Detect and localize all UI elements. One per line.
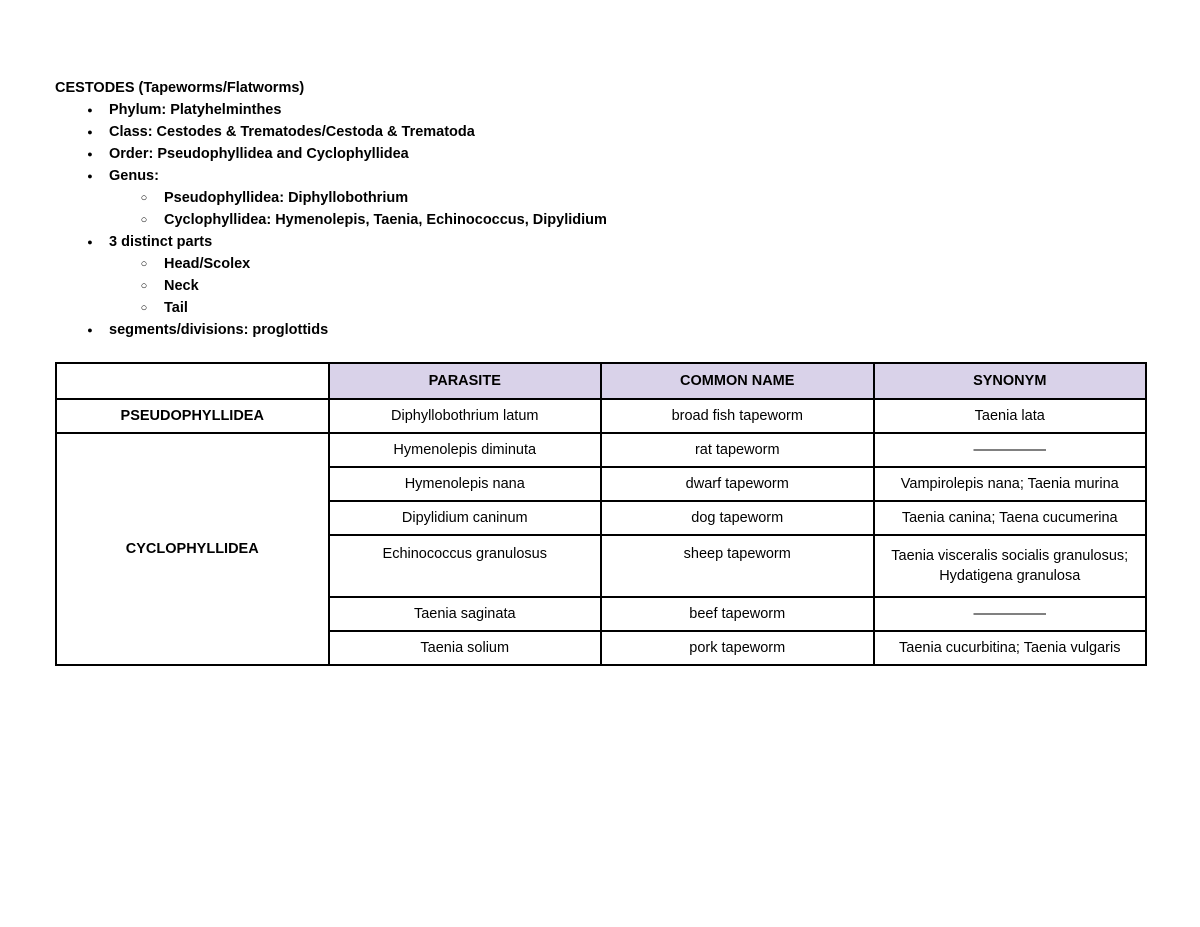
common-name-cell: pork tapeworm: [601, 631, 874, 665]
header-cell-parasite: PARASITE: [329, 363, 602, 399]
common-name-cell: rat tapeworm: [601, 433, 874, 467]
sub-bullet-list: [109, 253, 1147, 319]
sub-bullet-text: Head/Scolex: [164, 256, 251, 272]
bullet-text: 3 distinct parts: [109, 234, 213, 250]
list-item: [55, 319, 1147, 341]
bullet-list: [55, 99, 1147, 341]
list-item: [55, 231, 1147, 319]
parasite-cell: Hymenolepis nana: [329, 467, 602, 501]
sub-bullet-text: Pseudophyllidea: Diphyllobothrium: [164, 190, 409, 206]
parasite-cell: Echinococcus granulosus: [329, 535, 602, 597]
bullet-text: Order: Pseudophyllidea and Cyclophyllidea: [109, 146, 409, 162]
parasite-cell: Taenia saginata: [329, 597, 602, 631]
bullet-text: segments/divisions: proglottids: [109, 322, 329, 338]
filled-circle-bullet-icon: ●: [87, 325, 93, 335]
list-item: [55, 143, 1147, 165]
table-header-row: [56, 363, 1146, 399]
hollow-circle-bullet-icon: ○: [140, 258, 148, 270]
sub-list-item: [109, 209, 1147, 231]
common-name-cell: broad fish tapeworm: [601, 399, 874, 433]
parasite-cell: Dipylidium caninum: [329, 501, 602, 535]
sub-bullet-list: [109, 187, 1147, 231]
header-cell-synonym: SYNONYM: [874, 363, 1147, 399]
synonym-cell: Taenia cucurbitina; Taenia vulgaris: [874, 631, 1147, 665]
list-item: [55, 121, 1147, 143]
hollow-circle-bullet-icon: ○: [140, 302, 148, 314]
list-item: [55, 99, 1147, 121]
filled-circle-bullet-icon: ●: [87, 237, 93, 247]
notes-section: [55, 77, 1147, 341]
table-row: [56, 433, 1146, 467]
synonym-cell: —————: [874, 597, 1147, 631]
sub-list-item: [109, 187, 1147, 209]
header-cell-common-name: COMMON NAME: [601, 363, 874, 399]
list-item: [55, 165, 1147, 231]
synonym-cell: Taenia canina; Taena cucumerina: [874, 501, 1147, 535]
hollow-circle-bullet-icon: ○: [140, 214, 148, 226]
synonym-cell: Vampirolepis nana; Taenia murina: [874, 467, 1147, 501]
parasite-cell: Hymenolepis diminuta: [329, 433, 602, 467]
common-name-cell: dwarf tapeworm: [601, 467, 874, 501]
bullet-text: Class: Cestodes & Trematodes/Cestoda & Trematoda: [109, 124, 475, 140]
page-title: CESTODES (Tapeworms/Flatworms): [55, 80, 305, 96]
filled-circle-bullet-icon: ●: [87, 127, 93, 137]
filled-circle-bullet-icon: ●: [87, 105, 93, 115]
filled-circle-bullet-icon: ●: [87, 171, 93, 181]
common-name-cell: beef tapeworm: [601, 597, 874, 631]
order-cell: PSEUDOPHYLLIDEA: [56, 399, 329, 433]
sub-list-item: [109, 275, 1147, 297]
synonym-cell: —————: [874, 433, 1147, 467]
hollow-circle-bullet-icon: ○: [140, 192, 148, 204]
hollow-circle-bullet-icon: ○: [140, 280, 148, 292]
table-row: [56, 399, 1146, 433]
common-name-cell: dog tapeworm: [601, 501, 874, 535]
header-cell-blank: [56, 363, 329, 399]
sub-list-item: [109, 253, 1147, 275]
synonym-cell: Taenia lata: [874, 399, 1147, 433]
sub-list-item: [109, 297, 1147, 319]
parasite-cell: Diphyllobothrium latum: [329, 399, 602, 433]
sub-bullet-text: Cyclophyllidea: Hymenolepis, Taenia, Echinococcus, Dipylidium: [164, 212, 607, 228]
bullet-text: Phylum: Platyhelminthes: [109, 102, 282, 118]
synonym-cell: Taenia visceralis socialis granulosus; Hydatigena granulosa: [874, 535, 1147, 597]
sub-bullet-text: Tail: [164, 300, 188, 316]
common-name-cell: sheep tapeworm: [601, 535, 874, 597]
parasite-cell: Taenia solium: [329, 631, 602, 665]
bullet-text: Genus:: [109, 168, 159, 184]
order-cell: CYCLOPHYLLIDEA: [56, 433, 329, 665]
sub-bullet-text: Neck: [164, 278, 199, 294]
cestodes-table: [55, 362, 1147, 666]
filled-circle-bullet-icon: ●: [87, 149, 93, 159]
